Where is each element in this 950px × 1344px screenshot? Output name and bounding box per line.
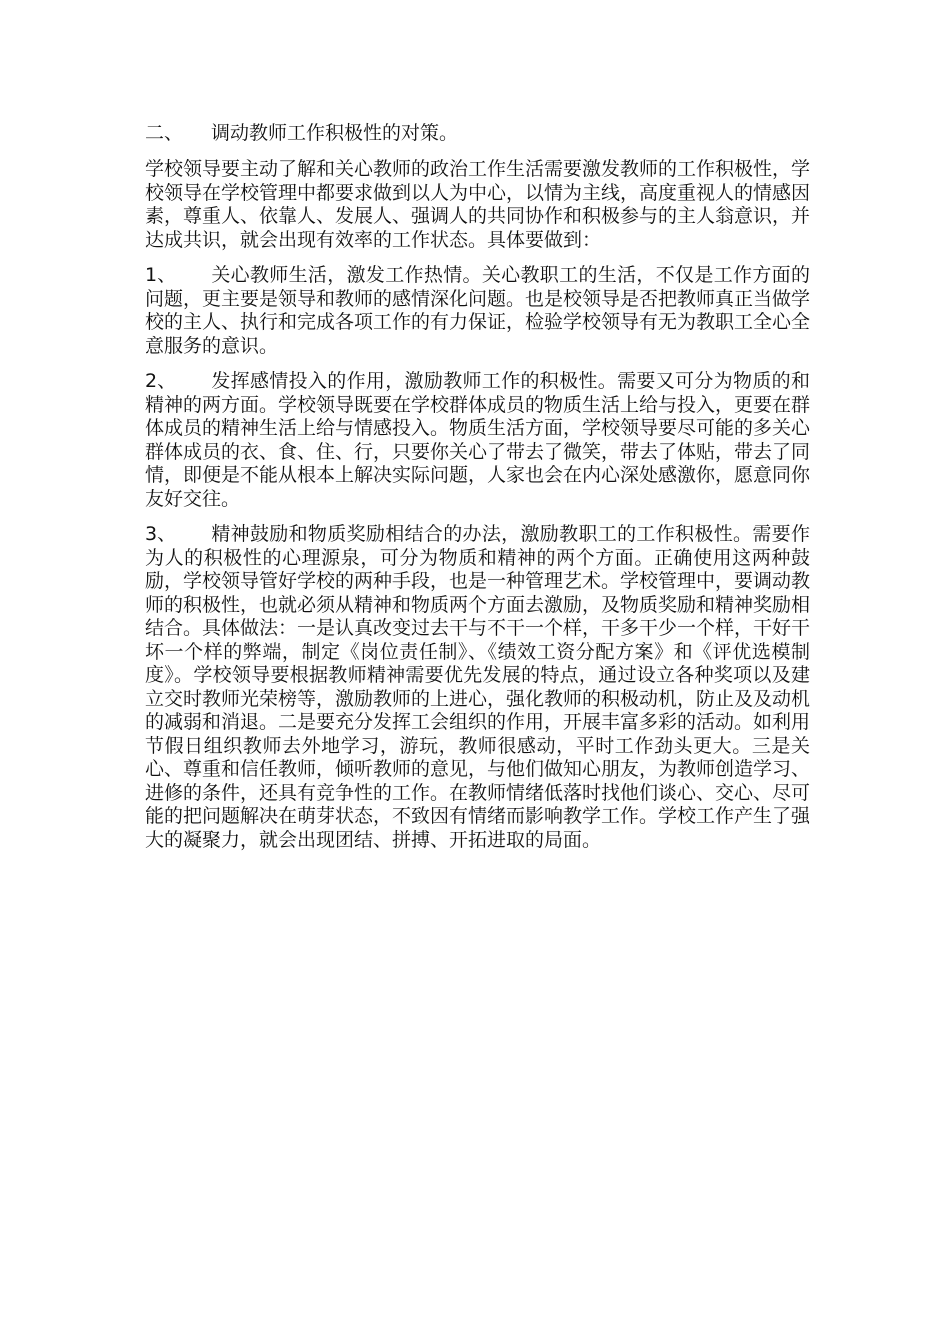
section-heading: [145, 120, 810, 146]
section-title: 调动教师工作积极性的对策。: [211, 122, 459, 144]
list-item-number: 2、: [145, 370, 177, 392]
list-item-1: [145, 264, 810, 358]
intro-paragraph: 学校领导要主动了解和关心教师的政治工作生活需要激发教师的工作积极性，学校领导在学校管理中都要求做到以人为中心，以情为主线，高度重视人的情感因素，尊重人、依靠人、发展人、强调人的共同协作和积极参与的主人翁意识，并达成共识，就会出现有效率的工作状态。具体要做到：: [145, 158, 811, 251]
list-item-3: [145, 523, 810, 852]
list-item-2: [145, 370, 810, 511]
document-body: [145, 120, 810, 864]
list-item-text: 关心教师生活，激发工作热情。关心教职工的生活，不仅是工作方面的问题，更主要是领导和教师的感情深化问题。也是校领导是否把教师真正当做学校的主人、执行和完成各项工作的有力保证，检验学校领导有无为教职工全心全意服务的意识。: [145, 264, 811, 357]
list-item-number: 3、: [145, 523, 177, 545]
list-item-number: 1、: [145, 264, 177, 286]
list-item-text: 发挥感情投入的作用，激励教师工作的积极性。需要又可分为物质的和精神的两方面。学校领导既要在学校群体成员的物质生活上给与投入，更要在群体成员的精神生活上给与情感投入。物质生活方面，学校领导要尽可能的多关心群体成员的衣、食、住、行，只要你关心了带去了微笑，带去了体贴，带去了同情，即便是不能从根本上解决实际问题，人家也会在内心深处感激你，愿意同你友好交往。: [145, 370, 811, 510]
list-item-text: 精神鼓励和物质奖励相结合的办法，激励教职工的工作积极性。需要作为人的积极性的心理源泉，可分为物质和精神的两个方面。正确使用这两种鼓励，学校领导管好学校的两种手段，也是一种管理艺术。学校管理中，要调动教师的积极性，也就必须从精神和物质两个方面去激励，及物质奖励和精神奖励相结合。具体做法：一是认真改变过去干与不干一个样，干多干少一个样，干好干坏一个样的弊端，制定《岗位责任制》、《绩效工资分配方案》和《评优选模制度》。学校领导要根据教师精神需要优先发展的特点，通过设立各种奖项以及建立交时教师光荣榜等，激励教师的上进心，强化教师的积极动机，防止及及动机的减弱和消退。二是要充分发挥工会组织的作用，开展丰富多彩的活动。如利用节假日组织教师去外地学习，游玩，教师很感动，平时工作劲头更大。三是关心、尊重和信任教师，倾听教师的意见，与他们做知心朋友，为教师创造学习、进修的条件，还具有竞争性的工作。在教师情绪低落时找他们谈心、交心、尽可能的把问题解决在萌芽状态，不致因有情绪而影响教学工作。学校工作产生了强大的凝聚力，就会出现团结、拼搏、开拓进取的局面。: [145, 523, 811, 851]
section-number: 二、: [145, 122, 184, 144]
